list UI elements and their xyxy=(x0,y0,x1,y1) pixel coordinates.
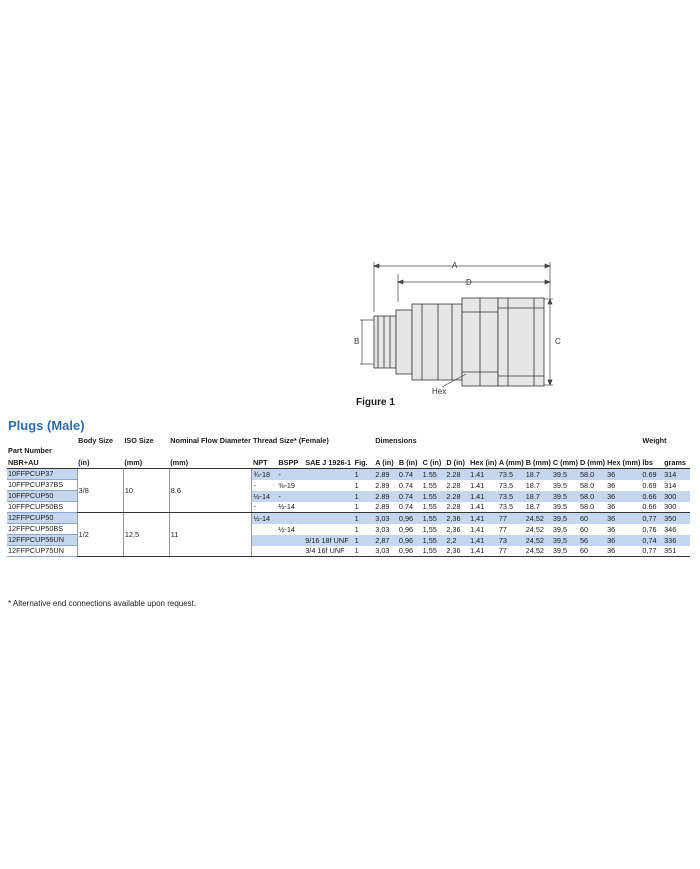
cell-lbs: 0,77 xyxy=(641,546,663,557)
table-row xyxy=(7,469,690,480)
cell-hex: 1.41 xyxy=(469,491,498,502)
cell-sae: 9/16 18f UNF xyxy=(304,535,353,546)
cell-d: 2,2 xyxy=(445,535,469,546)
cell-sae xyxy=(304,480,353,491)
part-number-cell: 10FFPCUP37BS xyxy=(7,480,77,491)
cell-dmm: 58.0 xyxy=(579,480,595,490)
cell-sae xyxy=(304,469,353,480)
col-hex-mm: Hex (mm) xyxy=(607,458,641,467)
col-flow-diameter: Nominal Flow Diameter xyxy=(170,436,251,445)
cell-a: 2,87 xyxy=(374,535,398,546)
cell-lbs: 0,74 xyxy=(641,535,663,546)
cell-c: 1,55 xyxy=(422,535,446,546)
dim-a-label: A xyxy=(452,261,458,270)
cell-bspp: - xyxy=(277,491,304,502)
cell-d: 2.28 xyxy=(445,469,469,480)
hex-label: Hex xyxy=(432,387,447,396)
part-number-cell: 10FFPCUP37 xyxy=(7,469,77,480)
cell-dmm: 60 xyxy=(579,546,606,557)
col-bspp: BSPP xyxy=(277,456,304,469)
cell-b: 0.74 xyxy=(398,480,414,490)
dim-b-label: B xyxy=(354,337,360,346)
col-c-in: C (in) xyxy=(422,456,446,469)
cell-bmm: 18.7 xyxy=(525,480,540,490)
plugs-spec-table xyxy=(7,436,690,557)
part-number-cell: 12FFPCUP75UN xyxy=(7,546,77,557)
col-hex-in: Hex (in) xyxy=(470,458,497,467)
cell-dmm: 56 xyxy=(579,535,606,546)
cell-fig: 1 xyxy=(354,513,375,524)
cell-sae xyxy=(304,513,353,524)
part-number-cell: 12FFPCUP50 xyxy=(7,513,77,524)
cell-hex: 1,41 xyxy=(469,546,498,557)
cell-hexmm: 36 xyxy=(607,480,616,490)
col-npt: NPT xyxy=(252,456,277,469)
cell-c: 1,55 xyxy=(422,513,446,524)
group-body-cell: 3/8 xyxy=(77,469,123,513)
cell-d: 2,36 xyxy=(445,546,469,557)
cell-g: 336 xyxy=(663,535,690,546)
cell-b: 0.74 xyxy=(398,491,422,502)
cell-a: 3,03 xyxy=(374,546,398,557)
cell-sae xyxy=(304,524,353,535)
cell-c: 1.55 xyxy=(422,469,446,480)
cell-g: 300 xyxy=(663,502,690,513)
figure-caption: Figure 1 xyxy=(356,397,395,408)
cell-fig: 1 xyxy=(354,469,375,480)
cell-d: 2,36 xyxy=(445,513,469,524)
cell-hex: 1.41 xyxy=(469,502,498,513)
col-iso-size: ISO Size xyxy=(124,436,154,445)
cell-c: 1.55 xyxy=(422,480,437,490)
cell-lbs: 0,76 xyxy=(642,524,657,534)
cell-cmm: 39,5 xyxy=(552,524,568,534)
part-number-cell: 10FFPCUP50BS xyxy=(7,502,77,513)
cell-hexmm: 36 xyxy=(607,524,616,534)
cell-lbs: 0.69 xyxy=(642,480,657,490)
cell-cmm: 39,5 xyxy=(552,535,579,546)
cell-amm: 73.5 xyxy=(498,480,514,490)
col-b-in: B (in) xyxy=(398,456,422,469)
col-nbr-au: NBR+AU xyxy=(7,456,77,469)
cell-hex: 1.41 xyxy=(470,480,485,490)
group-flow-cell: 11 xyxy=(169,513,252,557)
cell-cmm: 39.5 xyxy=(552,480,568,490)
cell-c: 1,55 xyxy=(422,524,437,534)
cell-bspp xyxy=(277,513,304,524)
cell-cmm: 39.5 xyxy=(552,491,579,502)
cell-bspp: ⅜-19 xyxy=(278,480,295,490)
col-dimensions: Dimensions xyxy=(375,436,417,445)
part-number-cell: 10FFPCUP50 xyxy=(7,491,77,502)
col-sae: SAE J 1926-1 xyxy=(304,456,353,469)
cell-d: 2.28 xyxy=(446,480,461,490)
cell-a: 2.89 xyxy=(374,469,398,480)
cell-bspp: ½-14 xyxy=(277,502,304,513)
cell-sae: 3/4 16f UNF xyxy=(304,546,353,557)
cell-fig: 1 xyxy=(354,491,375,502)
cell-dmm: 58.0 xyxy=(579,469,606,480)
col-lbs: lbs xyxy=(641,456,663,469)
cell-lbs: 0.66 xyxy=(641,491,663,502)
dim-d-label: D xyxy=(466,278,472,287)
cell-bmm: 24,52 xyxy=(525,546,552,557)
cell-fig: 1 xyxy=(354,535,375,546)
cell-cmm: 39.5 xyxy=(552,502,579,513)
cell-dmm: 58.0 xyxy=(579,491,606,502)
cell-hexmm: 36 xyxy=(606,469,641,480)
cell-bmm: 24,52 xyxy=(525,524,544,534)
cell-b: 0,96 xyxy=(398,513,422,524)
cell-bmm: 24,52 xyxy=(525,513,552,524)
cell-g: 314 xyxy=(664,480,677,490)
col-grams: grams xyxy=(663,456,690,469)
cell-g: 351 xyxy=(663,546,690,557)
cell-fig: 1 xyxy=(354,502,375,513)
cell-npt: ½-14 xyxy=(252,491,277,502)
cell-npt: ¾-18 xyxy=(252,469,277,480)
cell-bspp: ½-14 xyxy=(278,524,295,534)
cell-c: 1.55 xyxy=(422,502,446,513)
cell-b: 0.74 xyxy=(398,502,422,513)
cell-b: 0,96 xyxy=(398,524,414,534)
group-body-cell: 1/2 xyxy=(77,513,123,557)
cell-a: 2.89 xyxy=(374,502,398,513)
cell-bmm: 18.7 xyxy=(525,469,552,480)
cell-dmm: 60 xyxy=(579,513,606,524)
cell-lbs: 0.66 xyxy=(641,502,663,513)
cell-fig: 1 xyxy=(354,546,375,557)
table-row xyxy=(7,513,690,524)
col-flow-unit: (mm) xyxy=(169,456,252,469)
group-iso-cell: 12,5 xyxy=(123,513,169,557)
cell-lbs: 0.69 xyxy=(641,469,663,480)
cell-hex: 1,41 xyxy=(470,524,485,534)
cell-cmm: 39,5 xyxy=(552,513,579,524)
coupling-plug-drawing xyxy=(348,252,568,412)
cell-c: 1.55 xyxy=(422,491,446,502)
col-weight: Weight xyxy=(642,436,667,445)
cell-fig: 1 xyxy=(354,524,359,534)
footnote: * Alternative end connections available upon request. xyxy=(8,599,197,608)
cell-amm: 73.5 xyxy=(498,469,525,480)
cell-b: 0.74 xyxy=(398,469,422,480)
part-number-cell: 12FFPCUP50BS xyxy=(7,524,77,535)
cell-hex: 1,41 xyxy=(469,513,498,524)
cell-lbs: 0,77 xyxy=(641,513,663,524)
cell-amm: 77 xyxy=(498,546,525,557)
group-iso-cell: 10 xyxy=(123,469,169,513)
cell-bspp xyxy=(277,535,304,546)
section-title: Plugs (Male) xyxy=(8,418,85,433)
dim-c-label: C xyxy=(555,337,561,346)
cell-npt xyxy=(252,535,277,546)
col-a-in: A (in) xyxy=(374,456,398,469)
cell-b: 0,96 xyxy=(398,535,422,546)
cell-cmm: 39,5 xyxy=(552,546,579,557)
cell-hexmm: 36 xyxy=(606,491,641,502)
cell-npt: - xyxy=(252,480,277,491)
cell-dmm: 60 xyxy=(579,524,589,534)
cell-hexmm: 36 xyxy=(606,546,641,557)
col-body-size: Body Size xyxy=(78,436,114,445)
cell-amm: 73 xyxy=(498,535,525,546)
cell-bspp xyxy=(277,546,304,557)
cell-fig: 1 xyxy=(354,480,359,490)
cell-a: 2.89 xyxy=(375,480,390,490)
cell-g: 350 xyxy=(663,513,690,524)
cell-bmm: 24,52 xyxy=(525,535,552,546)
cell-g: 300 xyxy=(663,491,690,502)
cell-npt xyxy=(252,524,277,535)
group-flow-cell: 8.6 xyxy=(169,469,252,513)
col-body-unit: (in) xyxy=(77,456,123,469)
col-a-mm: A (mm) xyxy=(498,458,524,467)
cell-a: 2.89 xyxy=(374,491,398,502)
cell-sae xyxy=(304,491,353,502)
cell-hexmm: 36 xyxy=(606,535,641,546)
cell-npt: ½-14 xyxy=(252,513,277,524)
cell-cmm: 39.5 xyxy=(552,469,579,480)
cell-amm: 77 xyxy=(498,524,507,534)
part-number-cell: 12FFPCUP56UN xyxy=(7,535,77,546)
cell-bmm: 18.7 xyxy=(525,491,552,502)
col-b-mm: B (mm) xyxy=(525,458,551,467)
col-iso-unit: (mm) xyxy=(123,456,169,469)
cell-dmm: 58.0 xyxy=(579,502,606,513)
cell-hex: 1.41 xyxy=(469,469,498,480)
cell-c: 1,55 xyxy=(422,546,446,557)
cell-bmm: 18.7 xyxy=(525,502,552,513)
col-part-number: Part Number xyxy=(8,446,52,455)
cell-npt xyxy=(252,546,277,557)
col-c-mm: C (mm) xyxy=(552,458,578,467)
cell-sae xyxy=(304,502,353,513)
cell-amm: 77 xyxy=(498,513,525,524)
cell-d: 2.28 xyxy=(445,502,469,513)
cell-a: 3,03 xyxy=(375,524,390,534)
cell-amm: 73.5 xyxy=(498,502,525,513)
cell-bspp: - xyxy=(277,469,304,480)
cell-hex: 1,41 xyxy=(469,535,498,546)
cell-npt: - xyxy=(252,502,277,513)
cell-d: 2.28 xyxy=(445,491,469,502)
col-d-in: D (in) xyxy=(445,456,469,469)
cell-g: 314 xyxy=(663,469,690,480)
col-thread-size: Thread Size* (Female) xyxy=(252,436,329,445)
cell-hexmm: 36 xyxy=(606,513,641,524)
col-d-mm: D (mm) xyxy=(579,458,606,467)
col-fig: Fig. xyxy=(354,456,375,469)
cell-d: 2,36 xyxy=(446,524,461,534)
cell-g: 346 xyxy=(664,524,677,534)
cell-hexmm: 36 xyxy=(606,502,641,513)
cell-a: 3,03 xyxy=(374,513,398,524)
cell-amm: 73.5 xyxy=(498,491,525,502)
cell-b: 0,96 xyxy=(398,546,422,557)
